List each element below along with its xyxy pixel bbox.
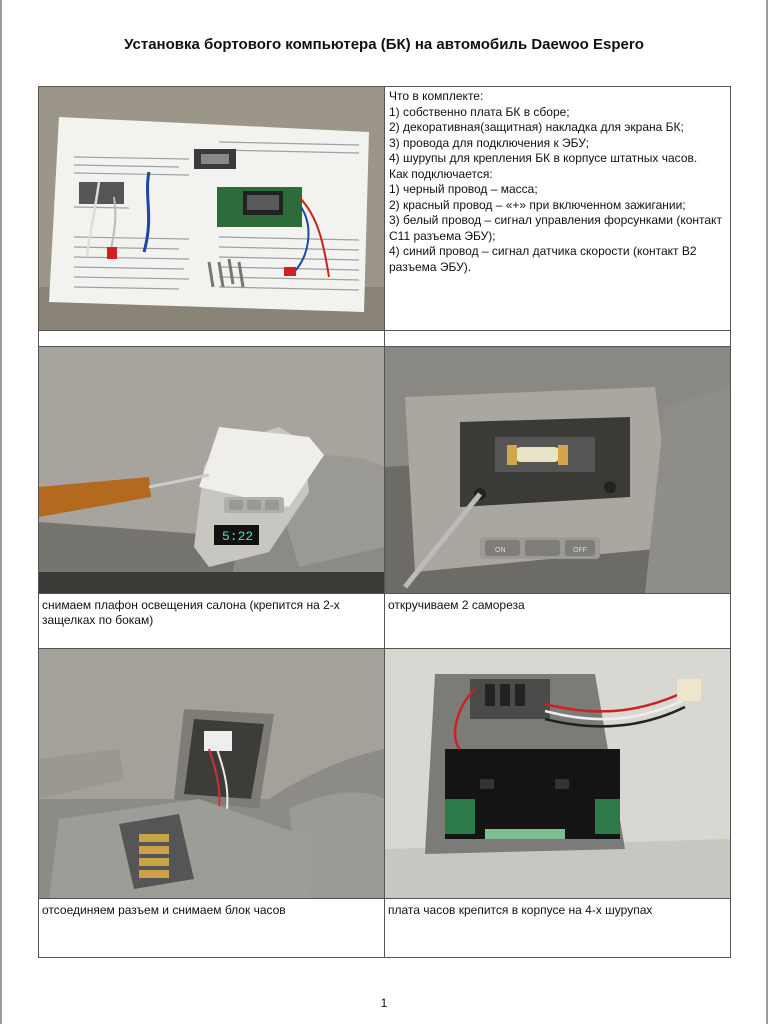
page-title: Установка бортового компьютера (БК) на автомобиль Daewoo Espero [124, 36, 644, 53]
spacer-row [39, 331, 731, 347]
step4-photo-cell [385, 649, 731, 899]
step3-photo [39, 649, 384, 898]
kit-item: 1) собственно плата БК в сборе; [389, 104, 570, 119]
connection-heading: Как подключается: [389, 166, 493, 181]
step3-caption: отсоединяем разъем и снимаем блок часов [39, 899, 385, 958]
step1-photo-cell [39, 347, 385, 594]
kit-item: 4) шурупы для крепления БК в корпусе штатных часов. [389, 151, 698, 165]
page-edge-left [0, 0, 2, 1024]
step2-photo [385, 347, 730, 593]
table-row [39, 87, 731, 331]
table-row [39, 594, 731, 649]
instructions-table [38, 86, 731, 958]
step2-photo-cell [385, 347, 731, 594]
kit-photo [39, 87, 384, 330]
step3-photo-cell [39, 649, 385, 899]
kit-item: 2) декоративная(защитная) накладка для экрана БК; [389, 120, 684, 134]
step1-caption: снимаем плафон освещения салона (крепится на 2-х защелках по бокам) [39, 594, 385, 649]
step1-photo [39, 347, 384, 593]
connection-item: 4) синий провод – сигнал датчика скорости (контакт В2 разъема ЭБУ). [389, 244, 697, 274]
table-row [39, 649, 731, 899]
page-number: 1 [380, 996, 388, 1010]
kit-description [385, 87, 731, 331]
table-row [39, 347, 731, 594]
on-button-label: ON [495, 547, 506, 554]
kit-item: 3) провода для подключения к ЭБУ; [389, 135, 589, 150]
table-row [39, 899, 731, 958]
clock-display: 5:22 [222, 529, 254, 544]
kit-heading: Что в комплекте: [389, 89, 484, 103]
step4-caption: плата часов крепится в корпусе на 4-х шурупах [385, 899, 731, 958]
kit-photo-cell [39, 87, 385, 331]
step2-caption: откручиваем 2 самореза [385, 594, 731, 649]
connection-item: 3) белый провод – сигнал управления форсунками (контакт С11 разъема ЭБУ); [389, 213, 722, 243]
connection-item: 2) красный провод – «+» при включенном зажигании; [389, 197, 686, 212]
step4-photo [385, 649, 730, 898]
connection-item: 1) черный провод – масса; [389, 182, 538, 196]
off-button-label: OFF [573, 547, 587, 554]
